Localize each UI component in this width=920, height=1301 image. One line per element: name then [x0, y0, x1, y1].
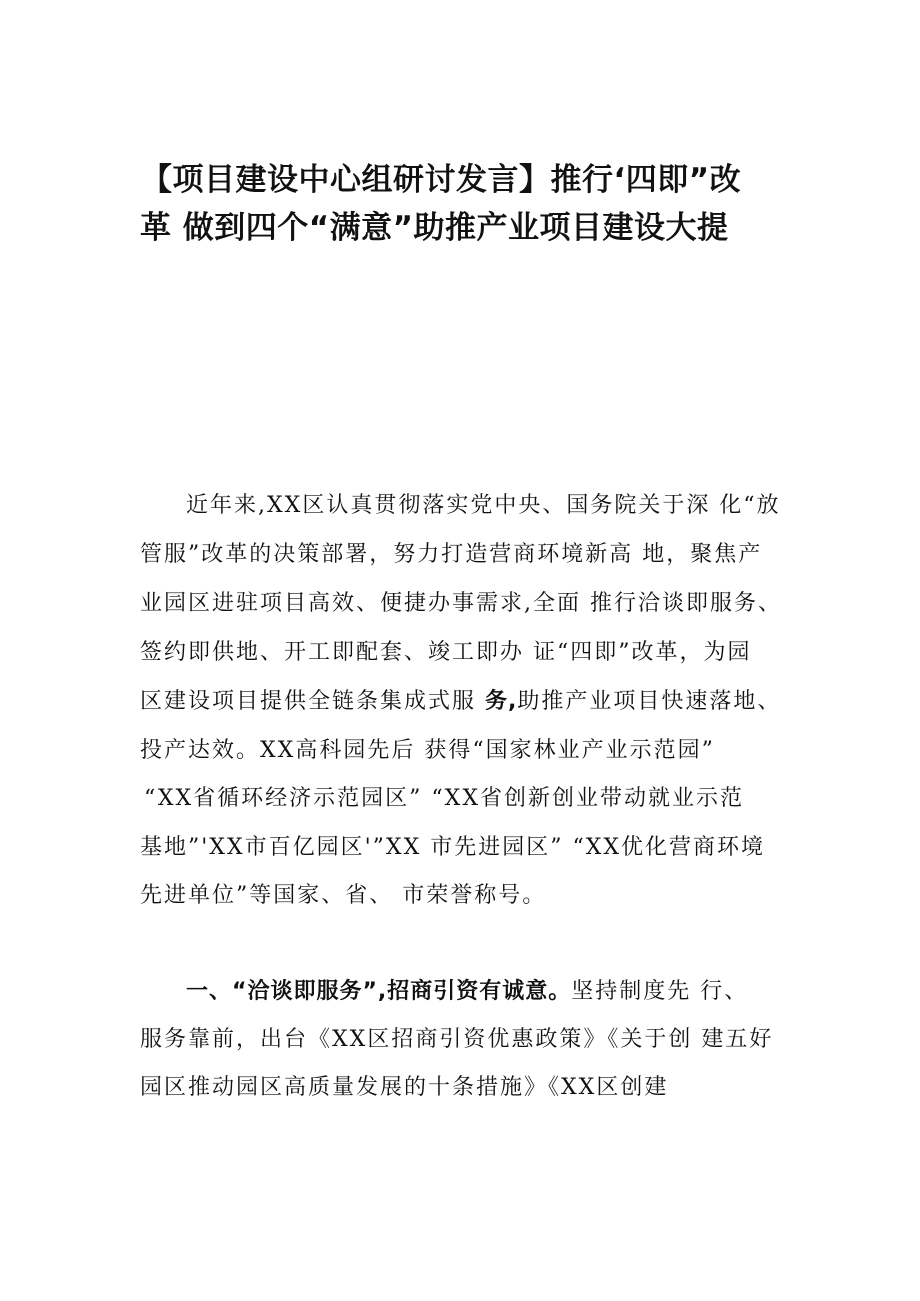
- intro-line-7: “XX省循环经济示范园区” “XX省创新创业带动就业示范: [144, 786, 744, 811]
- intro-line-3: 业园区进驻项目高效、便捷办事需求,全面 推行洽谈即服务、: [140, 591, 782, 616]
- intro-line-9: 先进单位”等国家、省、 市荣誉称号。: [140, 883, 547, 908]
- section1-line-3: 园区推动园区高质量发展的十条措施》《XX区创建: [140, 1075, 669, 1100]
- intro-line-5-text-a: 区建设项目提供全链条集成式服: [140, 689, 477, 714]
- intro-line-1: 近年来,XX区认真贯彻落实党中央、国务院关于深 化“放: [186, 493, 781, 518]
- section1-line-1: 坚持制度先 行、: [571, 979, 749, 1004]
- section1-heading: 一、“洽谈即服务”,招商引资有诚意。: [186, 979, 572, 1004]
- intro-line-8: 基地”'XX市百亿园区'”XX 市先进园区” “XX优化营商环境: [140, 835, 766, 860]
- intro-line-6: 投产达效。XX高科园先后 获得“国家林业产业示范园”: [140, 738, 715, 763]
- intro-line-2: 管服”改革的决策部署，努力打造营商环境新高 地，聚焦产: [140, 542, 763, 567]
- intro-line-5-bold-run: 务,: [485, 689, 518, 714]
- intro-line-4: 签约即供地、开工即配套、竣工即办 证“四即”改革，为园: [140, 640, 752, 665]
- section1-line-2: 服务靠前，出台《XX区招商引资优惠政策》《关于创 建五好: [140, 1027, 774, 1052]
- intro-line-5: [140, 687, 781, 717]
- document-title-line-2: 革 做到四个“满意”助推产业项目建设大提: [140, 210, 729, 246]
- section1-first-line: [186, 977, 748, 1007]
- intro-line-5-text-b: 助推产业项目快速落地、: [517, 689, 782, 714]
- document-title-line-1: 【项目建设中心组研讨发言】推行‘四即”改: [141, 162, 742, 198]
